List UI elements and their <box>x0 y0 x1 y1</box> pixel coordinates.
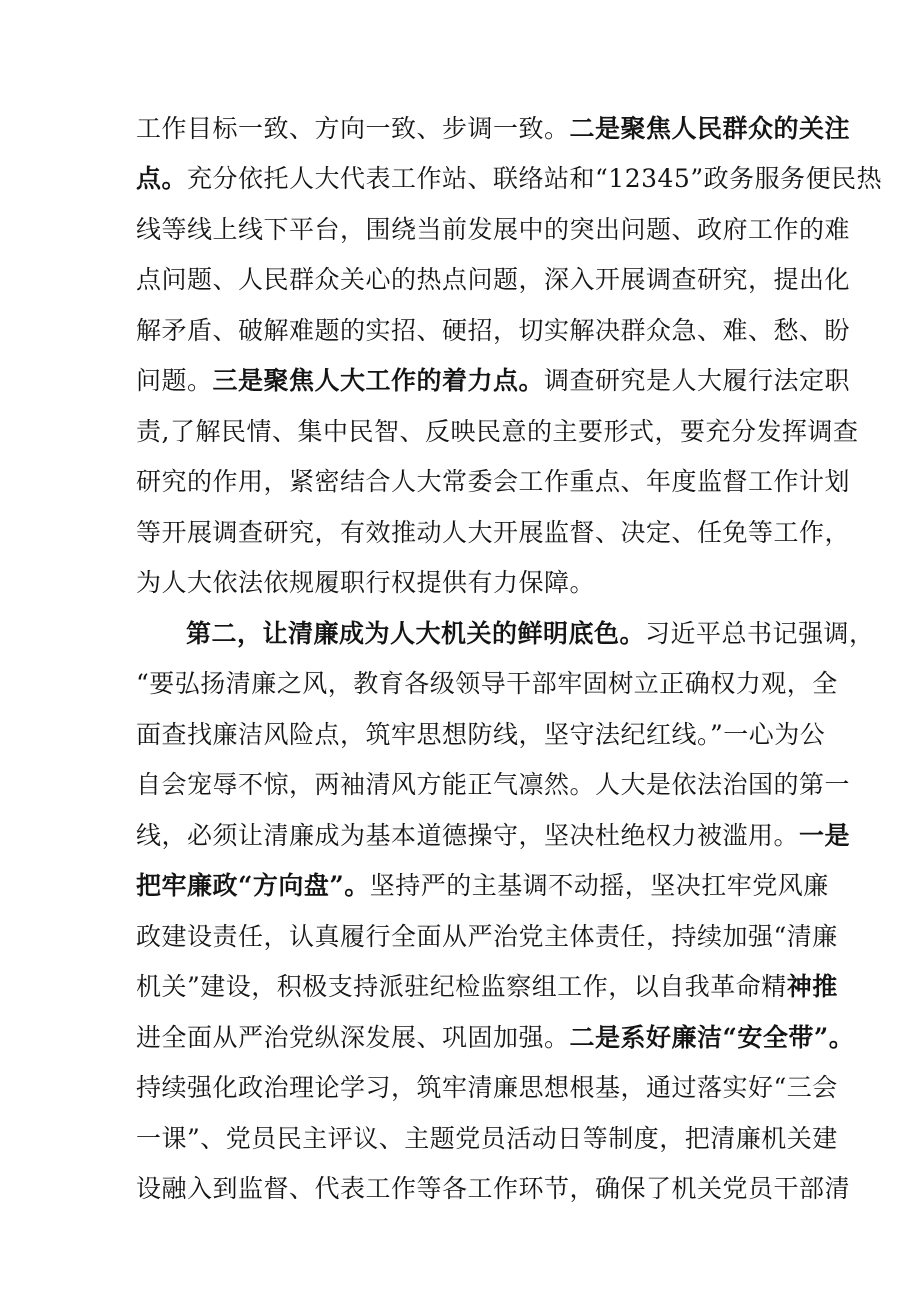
text-line <box>136 258 851 302</box>
bold-text: 点。 <box>136 164 188 193</box>
body-text: 机关”建设，积极支持派驻纪检监察组工作，以自我革命精 <box>136 972 787 1001</box>
body-text: 习近平总书记强调， <box>645 619 875 648</box>
text-line <box>136 1117 838 1161</box>
bold-text: 第二，让清廉成为人大机关的鲜明底色。 <box>186 619 646 648</box>
body-text: 线等线上线下平台，围绕当前发展中的突出问题、政府工作的难 <box>136 215 851 244</box>
text-line <box>136 1167 851 1211</box>
body-text: 等开展调查研究，有效推动人大开展监督、决定、任免等工作， <box>136 518 851 547</box>
text-line <box>136 359 851 403</box>
text-line <box>136 1066 838 1110</box>
body-text: 责,了解民情、集中民智、反映民意的主要形式，要充分发挥调查 <box>136 417 859 446</box>
text-line <box>136 208 851 252</box>
text-line <box>136 662 838 706</box>
text-line <box>136 410 859 454</box>
body-text: 工作目标一致、方向一致、步调一致。 <box>136 114 570 143</box>
text-line <box>136 511 851 555</box>
bold-text: 神推 <box>786 972 838 1001</box>
body-text: 持续强化政治理论学习，筑牢清廉思想根基，通过落实好“三会 <box>136 1073 838 1102</box>
body-text: 自会宠辱不惊，两袖清风方能正气凛然。人大是依法治国的第一 <box>136 770 851 799</box>
body-text: 解矛盾、破解难题的实招、硬招，切实解决群众急、难、愁、盼 <box>136 316 851 345</box>
body-text: 调查研究是人大履行法定职 <box>544 366 851 395</box>
body-text: 充分依托人大代表工作站、联络站和“12345”政务服务便民热 <box>187 164 883 193</box>
bold-text: 一是 <box>799 821 851 850</box>
section-heading-line <box>186 612 875 656</box>
body-text: 坚持严的主基调不动摇，坚决扛牢党风廉 <box>369 871 829 900</box>
text-line <box>136 157 883 201</box>
body-text: “要弘扬清廉之风，教育各级领导干部牢固树立正确权力观，全 <box>136 669 838 698</box>
text-line <box>136 814 851 858</box>
body-text: 设融入到监督、代表工作等各工作环节，确保了机关党员干部清 <box>136 1174 851 1203</box>
text-line <box>136 561 796 605</box>
bold-text: 把牢廉政“方向盘”。 <box>136 871 370 900</box>
body-text: 点问题、人民群众关心的热点问题，深入开展调查研究，提出化 <box>136 265 851 294</box>
body-text: 政建设责任，认真履行全面从严治党主体责任，持续加强“清廉 <box>136 922 838 951</box>
text-line <box>136 107 851 151</box>
bold-text: 二是聚焦人民群众的关注 <box>569 114 851 143</box>
text-line <box>136 763 851 807</box>
body-text: 进全面从严治党纵深发展、巩固加强。 <box>136 1023 570 1052</box>
body-text: 一课”、党员民主评议、主题党员活动日等制度，把清廉机关建 <box>136 1124 838 1153</box>
text-line <box>136 1016 855 1060</box>
text-line <box>136 915 838 959</box>
text-line <box>136 309 851 353</box>
body-text: 研究的作用，紧密结合人大常委会工作重点、年度监督工作计划 <box>136 467 851 496</box>
text-line <box>136 460 851 504</box>
text-line <box>136 713 826 757</box>
bold-text: 二是系好廉洁“安全带”。 <box>569 1023 855 1052</box>
text-line <box>136 965 838 1009</box>
bold-text: 三是聚焦人大工作的着力点。 <box>212 366 545 395</box>
body-text: 线，必须让清廉成为基本道德操守，坚决杜绝权力被滥用。 <box>136 821 800 850</box>
body-text: 为人大依法依规履职行权提供有力保障。 <box>136 568 596 597</box>
body-text: 问题。 <box>136 366 213 395</box>
text-line <box>136 864 829 908</box>
body-text: 面查找廉洁风险点，筑牢思想防线，坚守法纪红线。”一心为公 <box>136 720 826 749</box>
